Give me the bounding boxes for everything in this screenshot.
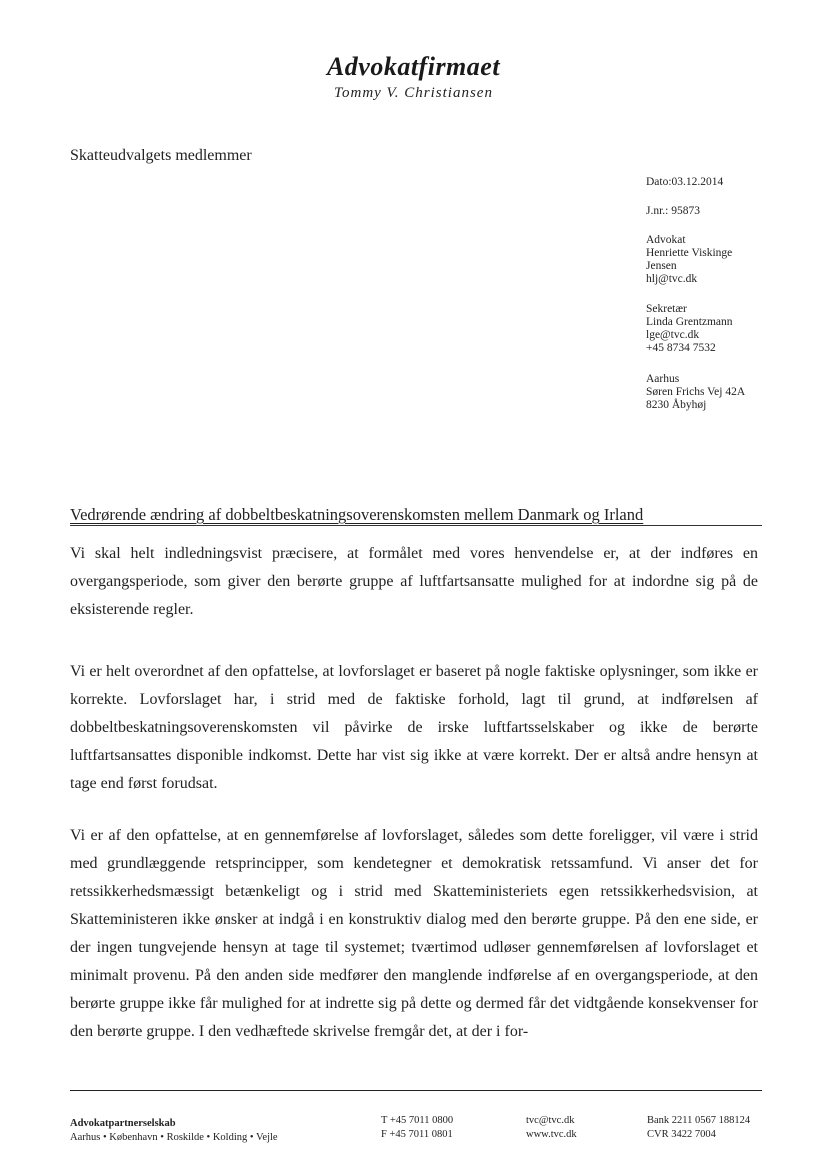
footer-phone: T +45 7011 0800 (381, 1115, 454, 1126)
footer-website: www.tvc.dk (526, 1129, 577, 1140)
office-block (646, 373, 745, 412)
footer-fax: F +45 7011 0801 (381, 1129, 453, 1140)
paragraph-2: Vi er helt overordnet af den opfattelse, at lovforslaget er baseret på nogle faktiske oplysninger, som ikke er korrekte. Lovforslaget har, i strid med de faktiske forhold, lagt til grund, at indførelsen af dobbeltbeskatningsoverenskomsten vil påvirke de irske luftfartsselskaber og ikke de berørte luftfartsansattes disponible indkomst. Dette har vist sig ikke at være korrekt. Der er altså andre hensyn at tage end først forudsat. (70, 663, 758, 792)
office-city: Aarhus (646, 373, 680, 385)
recipient: Skatteudvalgets medlemmer (70, 147, 252, 164)
journal-number: J.nr.: 95873 (646, 205, 700, 217)
firm-subtitle: Tommy V. Christiansen (334, 85, 493, 101)
footer-bank: Bank 2211 0567 188124 (647, 1115, 751, 1126)
lawyer-email: hlj@tvc.dk (646, 273, 698, 285)
footer-divider (70, 1090, 762, 1091)
lawyer-name-1: Henriette Viskinge (646, 247, 733, 259)
secretary-title: Sekretær (646, 303, 687, 315)
secretary-phone: +45 8734 7532 (646, 342, 716, 354)
lawyer-title: Advokat (646, 234, 686, 246)
secretary-email: lge@tvc.dk (646, 329, 700, 341)
footer-cities: Aarhus • København • Roskilde • Kolding • Vejle (70, 1132, 278, 1143)
subject: Vedrørende ændring af dobbeltbeskatningsoverenskomsten mellem Danmark og Irland (70, 505, 644, 524)
footer-email: tvc@tvc.dk (526, 1115, 575, 1126)
office-postal: 8230 Åbyhøj (646, 399, 707, 411)
footer-company: Advokatpartnerselskab (70, 1118, 176, 1129)
office-street: Søren Frichs Vej 42A (646, 386, 746, 398)
secretary-block (646, 303, 733, 355)
subject-line (70, 505, 762, 526)
paragraph-1: Vi skal helt indledningsvist præcisere, at formålet med vores henvendelse er, at der indføres en overgangsperiode, som giver den berørte gruppe af luftfartsansatte mulighed for at indordne sig på de eksisterende regler. (70, 545, 758, 618)
footer-cvr: CVR 3422 7004 (647, 1129, 716, 1140)
lawyer-name-2: Jensen (646, 260, 677, 272)
firm-name: Advokatfirmaet (326, 52, 501, 81)
paragraph-3: Vi er af den opfattelse, at en gennemførelse af lovforslaget, således som dette foreligger, vil være i strid med grundlæggende retsprincipper, som kendetegner et demokratisk retssamfund. Vi anser det for retssikkerhedsmæssigt betænkeligt og i strid med Skatteministeriets egen retssikkerhedsvision, at Skatteministeren ikke ønsker at indgå i en konstruktiv dialog med den berørte gruppe. På den ene side, er der ingen tungvejende hensyn at tage til systemet; tværtimod udløser gennemførelsen af lovforslaget et minimalt provenu. På den anden side medfører den manglende indførelse af en overgangsperiode, at den berørte gruppe ikke får mulighed for at indrette sig på dette og dermed får det vidtgående konsekvenser for den berørte gruppe. I den vedhæftede skrivelse fremgår det, at der i for- (70, 827, 758, 1040)
date: Dato:03.12.2014 (646, 176, 724, 188)
secretary-name: Linda Grentzmann (646, 316, 733, 328)
lawyer-block (646, 234, 732, 286)
